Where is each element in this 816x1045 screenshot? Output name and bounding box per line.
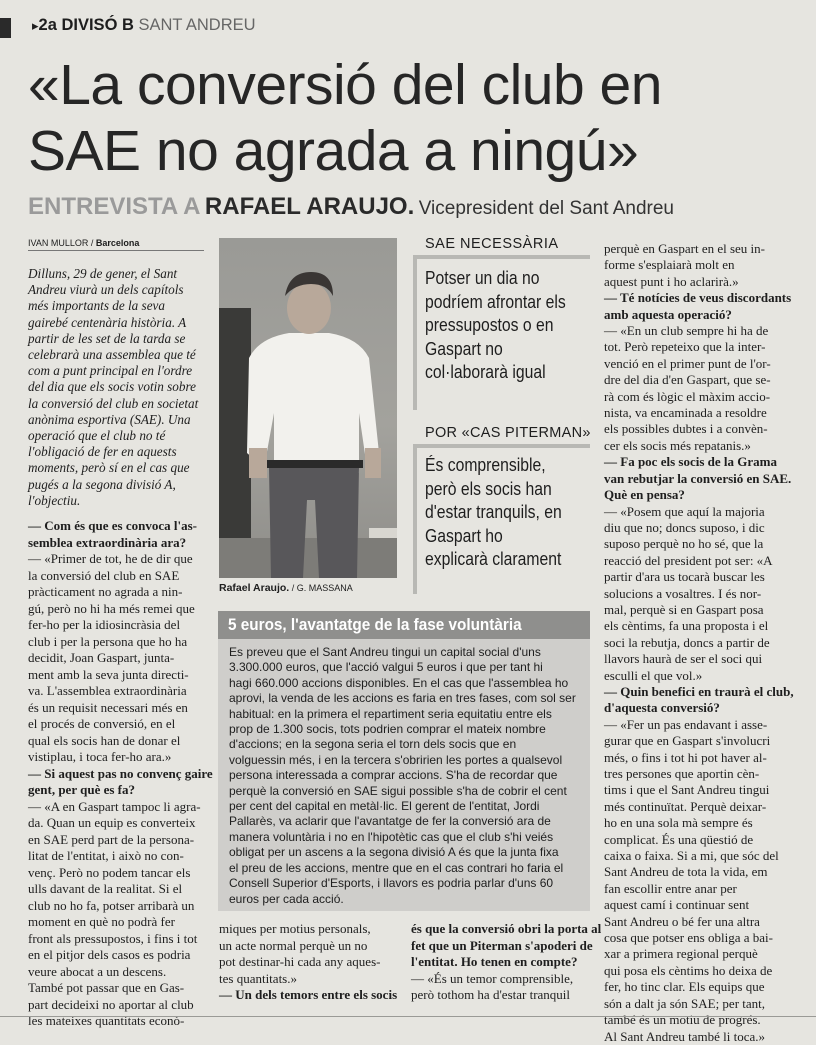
text-line: per cent del capital en metàl·lic. El gerent de l'entitat, Jordi — [229, 799, 540, 814]
text-line: va. L'assemblea extraordinària — [28, 683, 187, 698]
text-line: podríem afrontar els — [425, 290, 566, 312]
text-line: xar a primera regional perquè — [604, 946, 758, 962]
text-line: pressupostos o en — [425, 314, 554, 335]
text-line: pugés a la segona divisió A, — [28, 476, 176, 492]
text-line: aquest camí i continuar sent — [604, 897, 750, 913]
text-line: — «Primer de tot, he de dir que — [28, 551, 193, 566]
text-line: els possibles dubtes i a convèn- — [604, 421, 768, 437]
headline — [28, 52, 662, 184]
subhead-name: RAFAEL ARAUJO. — [204, 193, 415, 220]
text-line: Potser un dia no — [425, 267, 540, 288]
sidebar-box-title: 5 euros, l'avantatge de la fase voluntària — [228, 615, 522, 634]
headline-line-1: «La conversió del club en — [28, 53, 662, 117]
text-line: aquest punt i ho aclarirà.» — [604, 273, 739, 289]
text-line: són a dalt ja són SAE; per tant, — [604, 995, 766, 1011]
text-line: d'aquesta conversió? — [604, 700, 720, 716]
column-2-bottom — [219, 921, 397, 1004]
pull-quote-1 — [425, 266, 566, 384]
text-line: fer-ho per la idiosincràsia del — [28, 617, 181, 632]
text-line: Es preveu que el Sant Andreu tingui un capital social d'uns — [229, 645, 541, 659]
text-line: volguessin més, i en la tercera s'obririen les portes a qualsevol — [229, 752, 563, 767]
text-line: la conversió del club en SAE — [28, 567, 180, 583]
text-line: rà com és lògic el màxim accio- — [604, 388, 771, 404]
text-line: tes quantitats.» — [219, 970, 297, 986]
text-line: part decideixi no aportar al club — [28, 996, 194, 1012]
text-line: també és un motiu de progrés. — [604, 1012, 761, 1028]
text-line: l'obligació de fer en aquests — [28, 444, 177, 460]
caption-credit: / G. MASSANA — [289, 583, 353, 593]
sidebar-box-lines — [229, 645, 576, 907]
text-line: més importants de la seva — [28, 298, 165, 314]
pull-quote-2 — [425, 453, 562, 571]
column-4-lines — [604, 241, 794, 1045]
text-line: També pot passar que en Gas- — [28, 980, 185, 995]
headline-line-2: SAE no agrada a ningú» — [28, 119, 639, 183]
text-line: qui posa els cèntims ho deixa de — [604, 962, 773, 978]
pull-quote-2-label: POR «CAS PITERMAN» — [425, 425, 591, 441]
text-line: del dia que els socis votin sobre — [28, 379, 196, 395]
text-line: tres persones que aportin cèn- — [604, 766, 760, 781]
text-line: club i per la persona que ho ha — [28, 633, 188, 649]
text-line: tot. Però repeteixo que la inter- — [604, 339, 766, 355]
text-line: llavors haurà de ser el soci qui — [604, 651, 763, 667]
sidebar-box-body — [229, 645, 576, 907]
text-line: partir d'ara us tocarà buscar les — [604, 569, 765, 585]
text-line: partir de les set de la tarda se — [28, 330, 186, 346]
text-line: És comprensible, — [425, 454, 546, 475]
text-line: decidit, Joan Gaspart, junta- — [28, 650, 175, 665]
text-line: els cèntims, fa una proposta i el — [604, 618, 769, 634]
text-line: — «Fer un pas endavant i asse- — [604, 716, 768, 732]
text-line: la conversió del club en societat — [28, 395, 199, 411]
text-line: Al Sant Andreu també li toca.» — [604, 1028, 766, 1044]
text-line: pot destinar-hi cada any aques- — [219, 954, 381, 969]
column-1 — [28, 518, 213, 1030]
text-line: l'entitat. Ho tenen en compte? — [411, 954, 578, 969]
pull-quote-2-side — [413, 444, 417, 594]
text-line: fan escollir entre anar per — [604, 880, 737, 896]
text-line: més continuïtat. Perquè deixar- — [604, 798, 767, 814]
text-line: perquè en Gaspart en el seu in- — [604, 241, 765, 256]
text-line: moments, però sí en el cas que — [28, 460, 190, 476]
text-line: habitual: en la primera el repartiment seria equitatiu entre els — [229, 706, 552, 721]
text-line: el preu de les accions, mentre que en el cas contrari ho faria el — [229, 860, 564, 875]
text-line: tims i que el Sant Andreu tingui — [604, 782, 770, 798]
text-line: forme s'esplaiarà molt en — [604, 257, 735, 273]
section-tag: 2a DIVISÓ B — [38, 16, 134, 34]
text-line: Pallarès, va aclarir que l'avantatge de fer la conversió ara de — [229, 814, 551, 829]
column-2-bottom-lines — [219, 921, 397, 1004]
subhead-kicker: ENTREVISTA A — [28, 193, 201, 220]
pull-quote-2-lines — [425, 453, 562, 571]
text-line: miques per motius personals, — [219, 921, 371, 936]
photo — [219, 238, 397, 578]
text-line: obligat per un ascens a la segona divisió A és que la junta fixa — [229, 845, 559, 860]
text-line: euros per cada acció. — [229, 891, 344, 906]
text-line: dre del dia d'en Gaspart, que se- — [604, 372, 771, 388]
text-line: esculli el que vol.» — [604, 667, 703, 683]
text-line: — Fa poc els socis de la Grama — [604, 454, 777, 470]
text-line: — «A en Gaspart tampoc li agra- — [28, 798, 201, 814]
byline — [28, 238, 139, 248]
text-line: diu que no; doncs suposo, i dic — [604, 519, 765, 535]
intro-lines — [28, 266, 198, 509]
text-line: fer, ho tinc clar. Els equips que — [604, 979, 765, 995]
text-line: — Quin benefici en traurà el club, — [604, 683, 794, 699]
text-line: — «Posem que aquí la majoria — [604, 503, 765, 519]
text-line: veure abocat a un descens. — [28, 963, 167, 979]
text-line: un acte normal perquè un no — [219, 937, 368, 953]
text-line: van rebutjar la conversió en SAE. — [604, 470, 792, 486]
text-line: litat de l'entitat, i això no con- — [28, 848, 184, 863]
text-line: Gaspart no — [425, 337, 503, 359]
byline-sep: / — [88, 238, 96, 248]
text-line: en el pitjor dels casos es podria — [28, 947, 191, 962]
pull-quote-2-rule — [413, 444, 590, 448]
section-team: SANT ANDREU — [138, 16, 256, 34]
pull-quote-1-side — [413, 255, 417, 410]
text-line: amb aquesta operació? — [604, 306, 732, 322]
caption-name: Rafael Araujo. — [219, 582, 290, 594]
pull-quote-1-rule — [413, 255, 590, 259]
text-line: ulls davant de la realitat. Si el — [28, 881, 183, 896]
photo-caption — [219, 582, 353, 594]
text-line: prop de 1.300 socis, tots podrien comprar el mateix nombre — [229, 722, 546, 737]
triangle-icon: ▸ — [32, 18, 39, 33]
text-line: fet que un Piterman s'apoderi de — [411, 937, 593, 953]
text-line: en SAE perd part de la persona- — [28, 831, 195, 847]
byline-rule — [28, 250, 204, 251]
text-line: qual els socis han de donar el — [28, 732, 181, 748]
column-3-bottom — [411, 921, 601, 1004]
text-line: Gaspart ho — [425, 524, 503, 546]
page-bottom-rule — [0, 1016, 816, 1017]
text-line: Sant Andreu de tota la vida, em — [604, 864, 768, 880]
text-line: moment en què no podrà fer — [28, 914, 175, 929]
subhead — [28, 193, 674, 221]
text-line: venció en el primer punt de l'or- — [604, 355, 771, 371]
text-line: da. Quan un equip es converteix — [28, 815, 196, 830]
text-line: gent, per què es fa? — [28, 782, 136, 797]
text-line: suposo perquè no ho sé, que la — [604, 536, 764, 552]
text-line: cosa que potser ens obliga a bai- — [604, 930, 773, 946]
section-marker — [0, 18, 11, 38]
text-line: — Com és que es convoca l'as- — [28, 518, 197, 533]
photo-illustration — [219, 238, 397, 578]
text-line: — Si aquest pas no convenç gaire — [28, 765, 213, 781]
column-1-lines — [28, 518, 213, 1030]
intro-paragraph — [28, 266, 198, 509]
text-line: — «És un temor comprensible, — [411, 970, 574, 986]
text-line: ment amb la seva junta directi- — [28, 666, 189, 682]
text-line: venç. Però no podem tancar els — [28, 864, 191, 880]
text-line: perquè la conversió en SAE sigui possible s'ha de cobrir el cent — [229, 783, 567, 798]
text-line: vistiplau, i toca fer-ho ara.» — [28, 749, 172, 764]
section-header — [32, 16, 256, 35]
text-line: caixa o faixa. Si a mi, que sóc del — [604, 848, 779, 864]
text-line: col·laborarà igual — [425, 361, 546, 382]
text-line: — Té notícies de veus discordants — [604, 290, 792, 306]
text-line: front als pressupostos, i fins i tot — [28, 930, 198, 946]
text-line: és que la conversió obri la porta al — [411, 921, 602, 936]
text-line: aprovi, la venda de les accions es faria en tres fases, com sol ser — [229, 691, 576, 706]
text-line: complicat. És una qüestió de — [604, 831, 754, 847]
text-line: anònima esportiva (SAE). Una — [28, 411, 191, 427]
text-line: solucions a vosaltres. I és nor- — [604, 585, 762, 601]
text-line: gú, però no hi ha més remei que — [28, 600, 195, 616]
text-line: Dilluns, 29 de gener, el Sant — [28, 266, 178, 281]
text-line: reacció del president pot ser: «A — [604, 552, 773, 568]
text-line: club no ho fa, potser arribarà un — [28, 897, 195, 913]
text-line: les mateixes quantitats econò- — [28, 1013, 185, 1028]
text-line: Sant Andreu o bé fer una altra — [604, 913, 760, 929]
text-line: és un requisit necessari més en — [28, 699, 188, 715]
column-3-bottom-lines — [411, 921, 601, 1004]
text-line: l'objectiu. — [28, 492, 81, 508]
text-line: gairebé centenària història. A — [28, 314, 187, 330]
text-line: — «En un club sempre hi ha de — [604, 323, 769, 339]
text-line: hagi 660.000 accions disponibles. En el cas que l'assemblea ho — [229, 675, 569, 690]
text-line: 3.300.000 euros, que l'acció valgui 5 euros i que per tant hi — [229, 660, 543, 675]
text-line: d'accions; en la segona seria el torn dels socis que en — [229, 737, 517, 752]
text-line: Què en pensa? — [604, 487, 685, 503]
text-line: però tothom ha d'estar tranquil — [411, 987, 571, 1002]
text-line: gurar que en Gaspart s'involucri — [604, 733, 771, 749]
text-line: el procés de conversió, en el — [28, 716, 176, 731]
text-line: pràcticament no agrada a nin- — [28, 584, 183, 599]
text-line: més, o fins i tot hi pot haver al- — [604, 749, 767, 765]
text-line: explicarà clarament — [425, 548, 562, 569]
pull-quote-1-label: SAE NECESSÀRIA — [425, 236, 559, 252]
text-line: operació que el club no té — [28, 428, 166, 444]
column-4 — [604, 241, 794, 1045]
text-line: cer els socis més repatanis.» — [604, 437, 751, 453]
text-line: soci la rebutja, doncs a partir de — [604, 634, 770, 650]
text-line: d'estar tranquils, en — [425, 501, 562, 522]
text-line: manera voluntària i no en l'hipotètic cas que el club s'hi veiés — [229, 829, 554, 844]
text-line: nista, va encaminada a resoldre — [604, 405, 767, 421]
text-line: persona interessada a comprar accions. S'ha de recordar que — [229, 768, 558, 783]
text-line: ho en una sola mà sempre és — [604, 815, 753, 831]
text-line: Consell Superior d'Esports, i llavors es podria parlar d'uns 60 — [229, 876, 554, 891]
byline-place: Barcelona — [95, 238, 140, 248]
byline-author: IVAN MULLOR — [28, 238, 89, 248]
pull-quote-1-lines — [425, 266, 566, 384]
text-line: Andreu viurà un dels capítols — [28, 282, 184, 298]
text-line: — Un dels temors entre els socis — [219, 987, 398, 1002]
text-line: celebrarà una assemblea que té — [28, 347, 196, 363]
text-line: mal, perquè si en Gaspart posa — [604, 601, 764, 617]
text-line: semblea extraordinària ara? — [28, 534, 187, 550]
text-line: però els socis han — [425, 477, 552, 499]
subhead-role: Vicepresident del Sant Andreu — [418, 198, 674, 219]
text-line: com a punt principal en l'ordre — [28, 363, 193, 379]
